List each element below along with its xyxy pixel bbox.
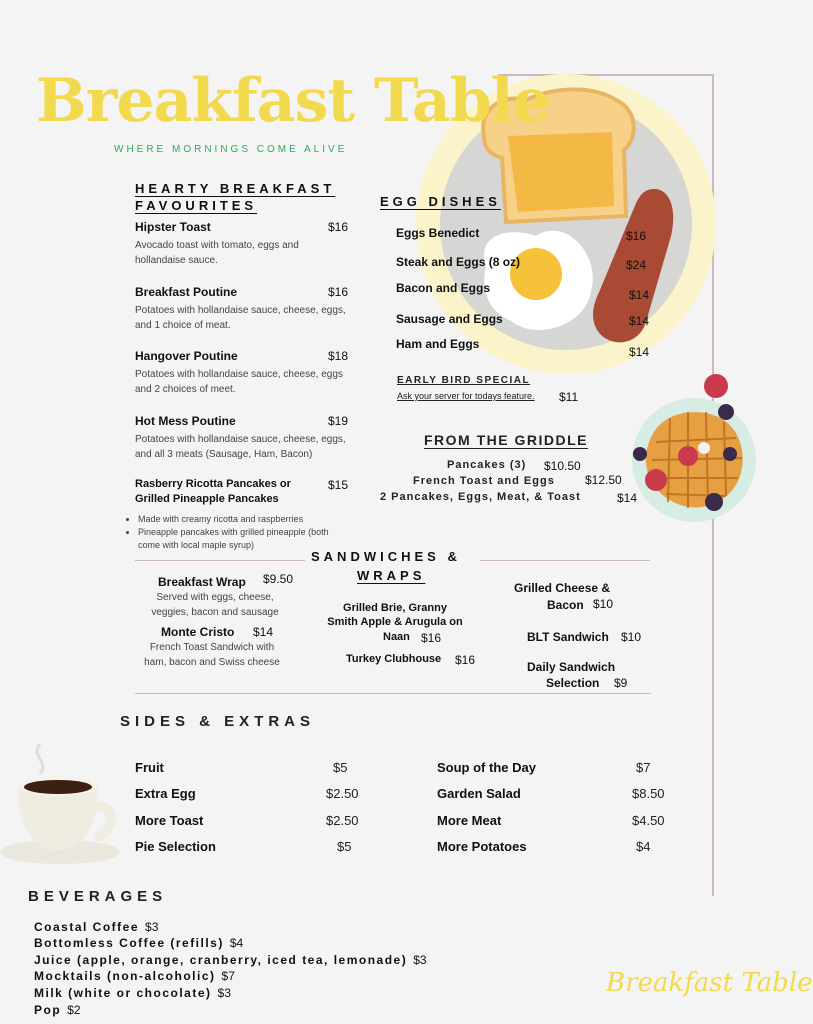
waffle-illustration [626,372,762,524]
egg-item-name: Bacon and Eggs [396,281,491,295]
beverage-price: $4 [229,936,244,950]
egg-item-price: $14 [629,345,650,359]
cristo-desc-2: ham, bacon and Swiss cheese [144,657,280,668]
sandwiches-heading-1: SANDWICHES & [311,549,461,564]
item-name: Hangover Poutine [135,349,238,363]
bullet-item: • Made with creamy ricotta and raspberries [138,513,349,526]
item-desc: Avocado toast with tomato, eggs and hollandaise sauce. [135,240,299,266]
side-item-price: $5 [333,760,348,775]
beverage-name: Juice (apple, orange, cranberry, iced tea, lemonade) [34,953,408,967]
griddle-item-name: French Toast and Eggs [413,475,555,487]
tagline: WHERE MORNINGS COME ALIVE [114,144,348,155]
item-desc: Potatoes with hollandaise sauce, cheese, eggs, and all 3 meats (Sausage, Ham, Bacon) [135,434,346,460]
side-item-name: Pie Selection [135,839,216,854]
side-item-name: Soup of the Day [437,760,536,775]
side-item-price: $2.50 [326,786,359,801]
bullet-item: • Pineapple pancakes with grilled pineapple (both come with local maple syrup) [138,526,349,552]
beverage-name: Mocktails (non-alcoholic) [34,969,216,983]
item-name: Hot Mess Poutine [135,414,236,428]
egg-item-name: Eggs Benedict [396,226,480,240]
item-desc: Potatoes with hollandaise sauce, cheese, eggs, and 1 choice of meat. [135,305,346,331]
beverage-item [34,920,158,934]
brie-line-1: Grilled Brie, Granny [343,602,447,614]
wrap-desc-1: Served with eggs, cheese, [156,592,274,603]
item-price: $18 [328,349,349,363]
turkey-item-price: $16 [455,653,476,667]
egg-item-name: Sausage and Eggs [396,312,503,326]
egg-item-price: $16 [626,229,647,243]
grilled-cheese-line-2: Bacon [547,598,584,612]
side-item-name: More Meat [437,813,502,828]
sandwiches-heading-2: WRAPS [357,568,426,583]
side-item-price: $7 [636,760,651,775]
sides-heading: SIDES & EXTRAS [120,713,316,730]
beverage-item [34,969,235,983]
beverage-name: Coastal Coffee [34,920,140,934]
beverage-price: $2 [67,1003,81,1017]
daily-price: $9 [614,676,628,690]
side-item-name: More Toast [135,813,204,828]
brie-price: $16 [421,631,442,645]
egg-item-price: $14 [629,288,650,302]
side-item-name: More Potatoes [437,839,527,854]
wrap-item-price: $9.50 [263,572,294,586]
griddle-heading: FROM THE GRIDDLE [424,432,588,448]
item-price: $16 [328,285,349,299]
side-item-name: Extra Egg [135,786,196,801]
divider-line [135,560,305,561]
egg-item-price: $24 [626,258,647,272]
divider-line [135,693,651,694]
side-item-price: $2.50 [326,813,359,828]
item-name: Breakfast Poutine [135,285,238,299]
side-item-price: $5 [337,839,352,854]
pancakes-item-price: $15 [328,478,349,492]
grilled-cheese-price: $10 [593,597,614,611]
item-name: Hipster Toast [135,220,211,234]
grilled-cheese-line-1: Grilled Cheese & [514,581,611,595]
griddle-item-name: 2 Pancakes, Eggs, Meat, & Toast [380,491,581,503]
side-item-price: $8.50 [632,786,665,801]
menu-item-hangover-poutine [135,349,350,397]
cristo-item-price: $14 [253,625,274,639]
early-bird-desc: Ask your server for todays feature. [397,391,535,401]
beverage-price: $7 [221,969,235,983]
menu-item-hipster-toast [135,220,350,268]
side-item-name: Garden Salad [437,786,521,801]
early-bird-price: $11 [559,390,579,404]
blt-item-name: BLT Sandwich [527,630,609,644]
signature-logo: Breakfast Table [606,968,813,998]
item-price: $19 [328,414,349,428]
wrap-item-name: Breakfast Wrap [158,575,246,589]
beverages-heading: BEVERAGES [28,888,168,905]
daily-line-1: Daily Sandwich [527,660,616,674]
beverage-item [34,936,243,950]
beverage-price: $3 [217,986,231,1000]
pancakes-item-name: Rasberry Ricotta Pancakes or Grilled Pineapple Pancakes [135,478,291,505]
pancakes-bullets [124,513,349,552]
menu-item-breakfast-poutine [135,285,350,333]
cristo-item-name: Monte Cristo [161,625,235,639]
beverage-price: $3 [413,953,427,967]
blt-item-price: $10 [621,630,642,644]
hearty-heading: HEARTY BREAKFAST FAVOURITES [135,181,336,213]
beverage-name: Bottomless Coffee (refills) [34,936,224,950]
side-item-name: Fruit [135,760,164,775]
beverage-price: $3 [145,920,159,934]
beverage-name: Pop [34,1003,62,1017]
griddle-item-name: Pancakes (3) [447,459,527,471]
item-desc: Potatoes with hollandaise sauce, cheese, eggs and 2 choices of meet. [135,369,343,395]
side-item-price: $4 [636,839,651,854]
restaurant-title: Breakfast Table [36,66,550,136]
egg-item-name: Steak and Eggs (8 oz) [396,255,521,269]
divider-line [480,560,650,561]
side-item-price: $4.50 [632,813,665,828]
egg-dishes-heading: EGG DISHES [380,194,501,209]
egg-item-name: Ham and Eggs [396,337,480,351]
early-bird-heading: EARLY BIRD SPECIAL [397,375,531,386]
beverage-item [34,986,231,1000]
beverage-item [34,1003,81,1017]
coffee-cup-illustration [0,738,130,868]
griddle-item-price: $14 [617,491,638,505]
beverage-name: Milk (white or chocolate) [34,986,212,1000]
cristo-desc-1: French Toast Sandwich with [149,642,275,653]
griddle-item-price: $12.50 [585,473,622,487]
menu-item-hot-mess-poutine [135,414,350,462]
beverage-item [34,953,427,967]
brie-line-3: Naan [383,631,410,643]
daily-line-2: Selection [546,676,600,690]
wrap-desc-2: veggies, bacon and sausage [151,607,279,618]
brie-line-2: Smith Apple & Arugula on [327,616,463,628]
item-price: $16 [328,220,349,234]
turkey-item-name: Turkey Clubhouse [346,653,442,665]
griddle-item-price: $10.50 [544,459,581,473]
egg-item-price: $14 [629,314,650,328]
